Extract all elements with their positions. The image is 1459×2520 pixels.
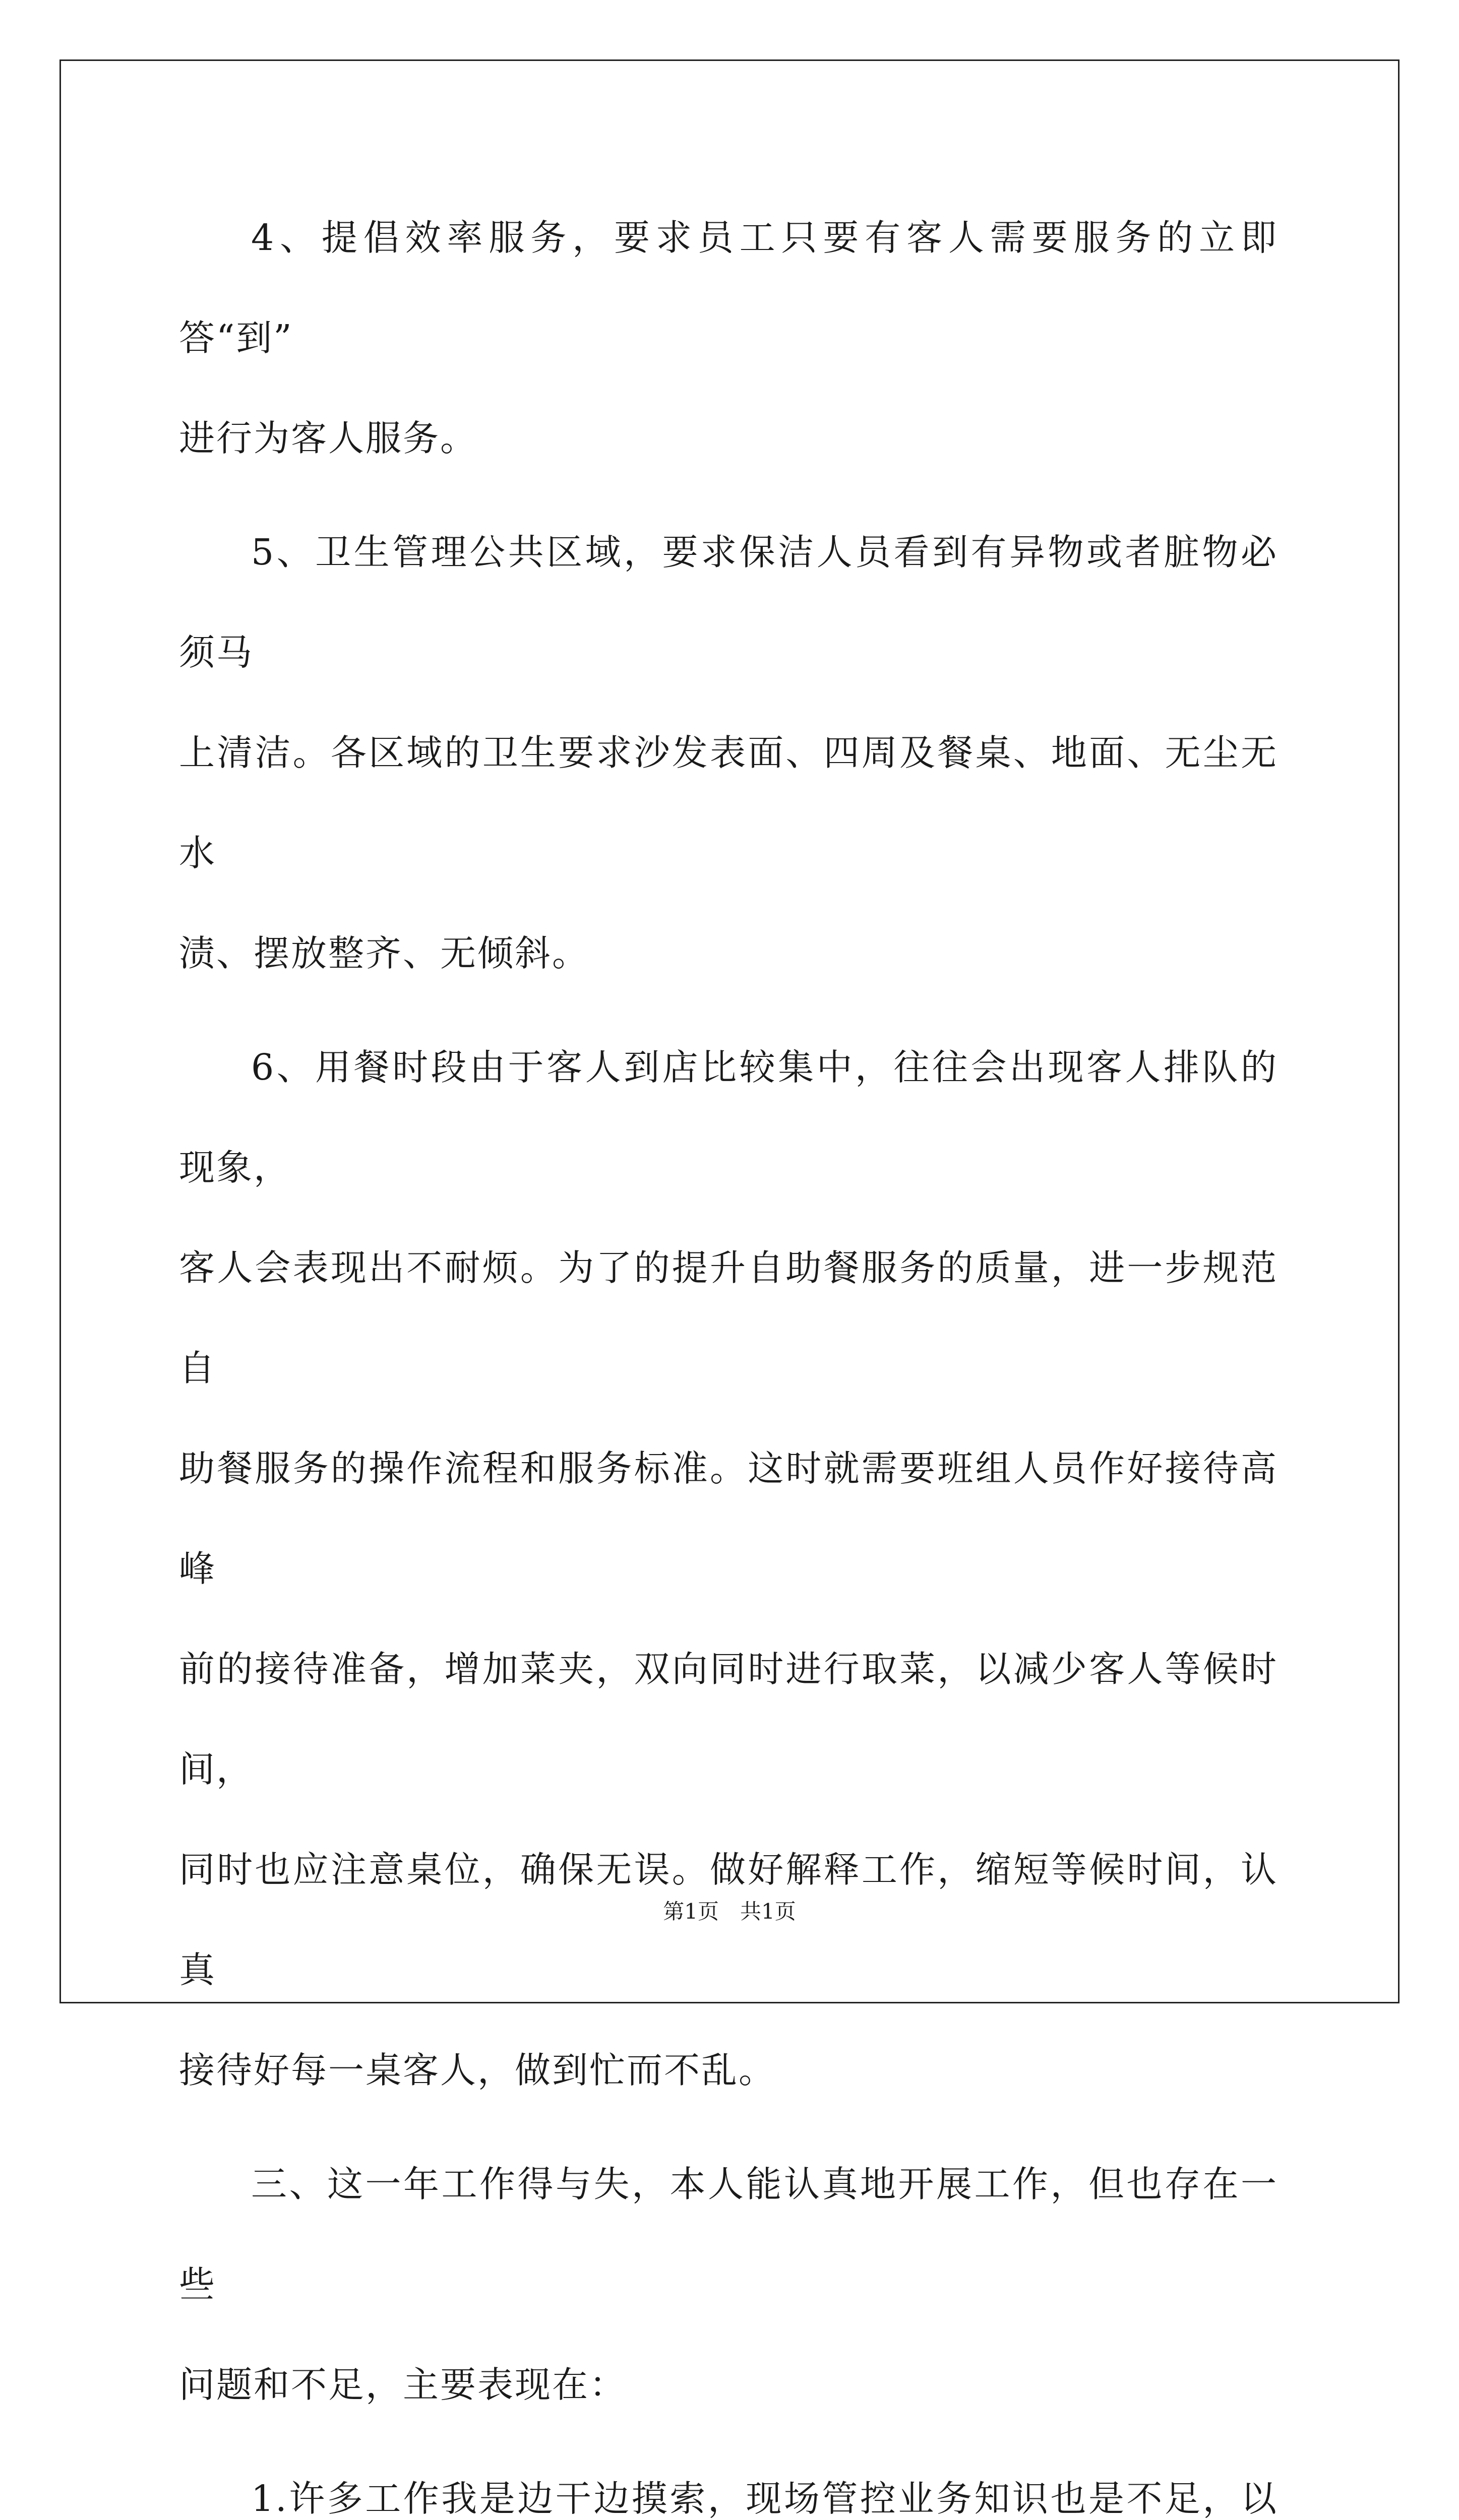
paragraph-line: 助餐服务的操作流程和服务标准。这时就需要班组人员作好接待高峰 bbox=[179, 1447, 1278, 1590]
paragraph-line: 1.许多工作我是边干边摸索，现场管控业务知识也是不足，以 bbox=[251, 2478, 1278, 2519]
paragraph-line: 5、卫生管理公共区域，要求保洁人员看到有异物或者脏物必须马 bbox=[179, 531, 1278, 673]
paragraph-line: 前的接待准备，增加菜夹，双向同时进行取菜，以减少客人等候时间， bbox=[179, 1648, 1278, 1790]
document-body bbox=[179, 187, 1278, 2520]
paragraph-item-4 bbox=[179, 187, 1278, 488]
paragraph-line: 4、提倡效率服务，要求员工只要有客人需要服务的立即答“到” bbox=[179, 217, 1278, 359]
paragraph-line: 6、用餐时段由于客人到店比较集中，往往会出现客人排队的现象， bbox=[179, 1046, 1278, 1188]
paragraph-line: 进行为客人服务。 bbox=[179, 417, 478, 459]
paragraph-item-6 bbox=[179, 1017, 1278, 2120]
paragraph-line: 三、这一年工作得与失，本人能认真地开展工作，但也存在一些 bbox=[179, 2163, 1278, 2305]
paragraph-line: 问题和不足，主要表现在： bbox=[179, 2364, 627, 2406]
paragraph-line: 接待好每一桌客人，做到忙而不乱。 bbox=[179, 2049, 776, 2091]
paragraph-line: 渍、摆放整齐、无倾斜。 bbox=[179, 932, 590, 974]
paragraph-line: 客人会表现出不耐烦。为了的提升自助餐服务的质量，进一步规范自 bbox=[179, 1247, 1278, 1389]
paragraph-shortcoming-1 bbox=[179, 2448, 1278, 2520]
paragraph-line: 上清洁。各区域的卫生要求沙发表面、四周及餐桌、地面、无尘无水 bbox=[179, 732, 1278, 874]
page-footer: 第1页 共1页 bbox=[663, 1899, 796, 1924]
paragraph-item-5 bbox=[179, 502, 1278, 1003]
paragraph-line: 同时也应注意桌位，确保无误。做好解释工作，缩短等候时间，认真 bbox=[179, 1849, 1278, 1991]
paragraph-section-three bbox=[179, 2134, 1278, 2435]
